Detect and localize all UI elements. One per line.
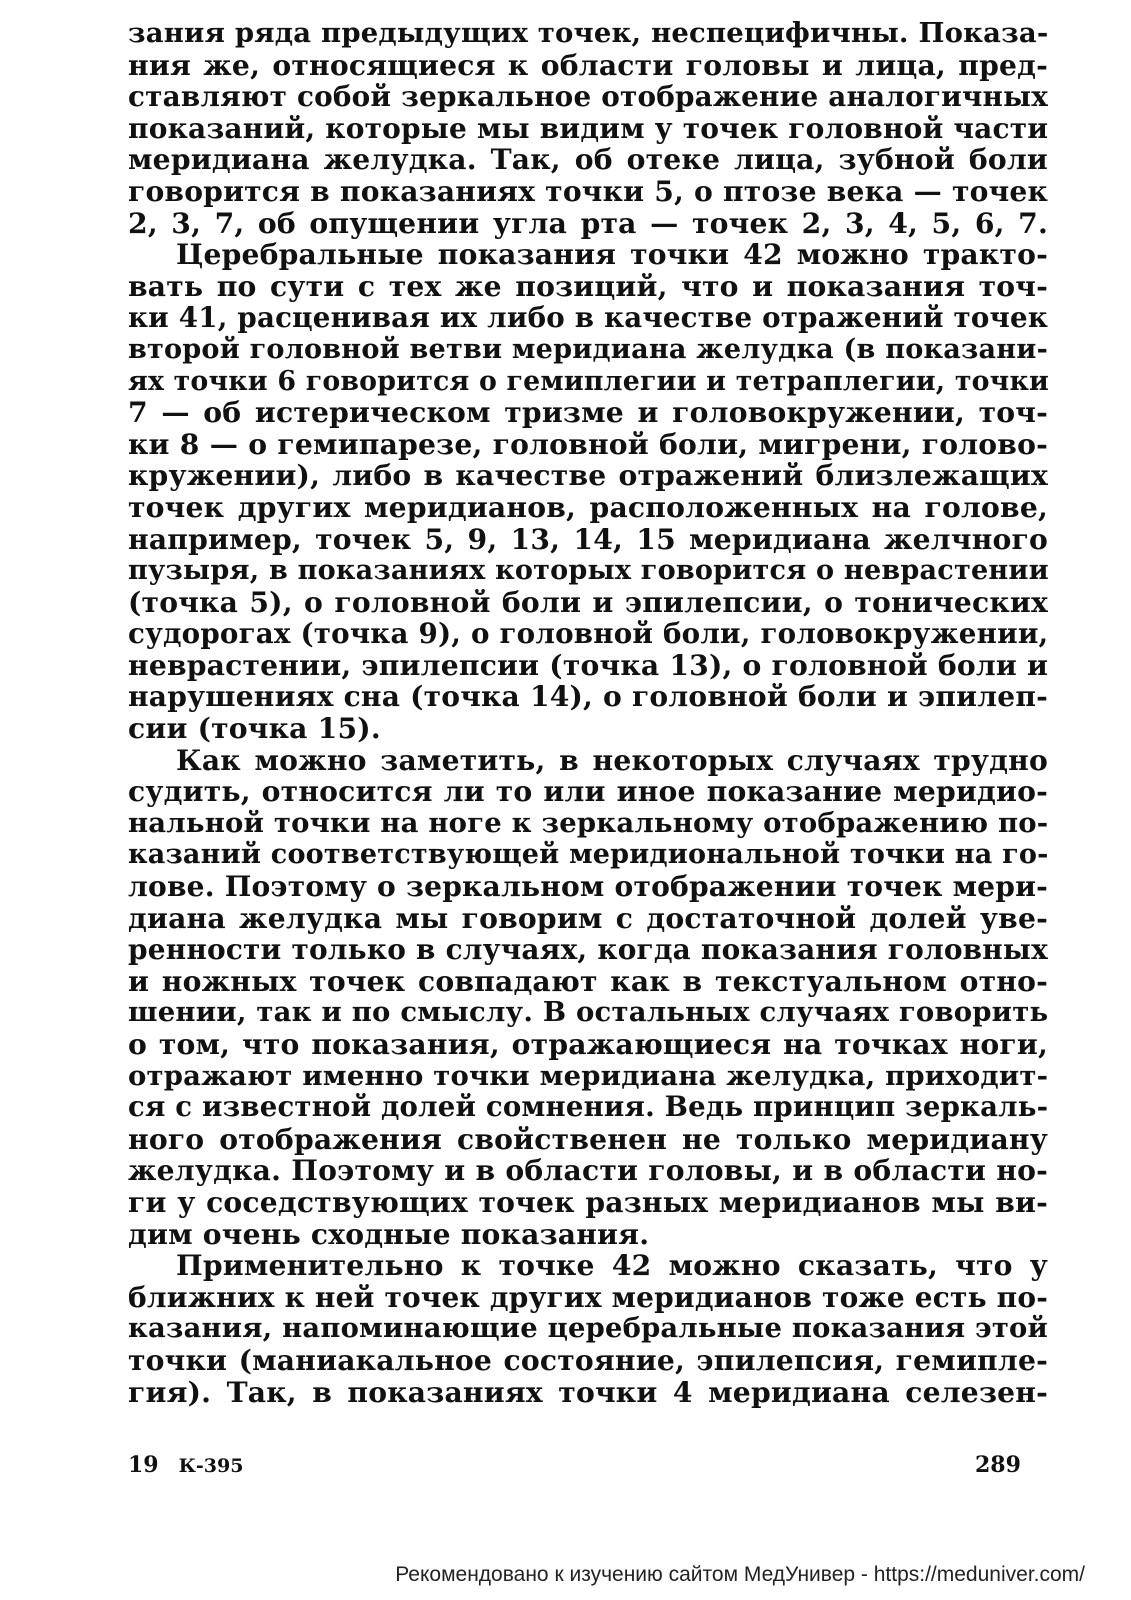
text-line: вать по сути с тех же позиций, что и показания точ- (128, 269, 1048, 303)
text-line: судорогах (точка 9), о головной боли, головокружении, (128, 617, 1049, 651)
text-line: ближних к ней точек других меридианов тоже есть по- (128, 1280, 1049, 1314)
text-line: шении, так и по смыслу. В остальных случаях говорить (128, 996, 1049, 1029)
paragraph-4 (128, 1250, 1048, 1408)
text-line: ях точки 6 говорится о гемиплегии и тетраплегии, точки (128, 365, 1050, 397)
text-line: отражают именно точки меридиана желудка, приходит- (128, 1059, 1049, 1092)
text-line: (точка 5), о головной боли и эпилепсии, о тонических (128, 585, 1048, 619)
text-line: казаний соответствующей меридиональной точки на го- (128, 839, 1049, 871)
text-line: нарушениях сна (точка 14), о головной боли и эпилеп- (128, 680, 1048, 714)
text-line: например, точек 5, 9, 13, 14, 15 меридиана желчного (128, 522, 1048, 556)
text-line: неврастении, эпилепсии (точка 13), о головной боли и (128, 648, 1049, 682)
text-line: ки 8 — о гемипарезе, головной боли, мигрени, голово- (128, 427, 1048, 461)
text-line: судить, относится ли то или иное показание меридио- (128, 775, 1048, 809)
text-line: ставляют собой зеркальное отображение аналогичных (128, 80, 1048, 114)
text-line: лове. Поэтому о зеркальном отображении точек мери- (128, 870, 1048, 904)
text-line: говорится в показаниях точки 5, о птозе века — точек (128, 174, 1049, 208)
text-line: желудка. Поэтому и в области головы, и в области но- (128, 1154, 1048, 1188)
signature-code: К-395 (178, 1455, 244, 1477)
text-line: 7 — об истерическом тризме и головокружении, точ- (128, 396, 1048, 430)
text-line: и ножных точек совпадают как в текстуальном отно- (128, 964, 1048, 998)
text-line: Как можно заметить, в некоторых случаях трудно (176, 743, 1048, 777)
text-line: точек других меридианов, расположенных на голове, (128, 490, 1048, 524)
text-line: второй головной ветви меридиана желудка (в показани- (128, 333, 1049, 365)
paragraph-1 (128, 18, 1048, 239)
text-line: Церебральные показания точки 42 можно тракто- (176, 238, 1048, 272)
text-line: гия). Так, в показаниях точки 4 меридиана селезен- (128, 1375, 1048, 1409)
text-line: 2, 3, 7, об опущении угла рта — точек 2, 3, 4, 5, 6, 7. (128, 206, 1048, 240)
paragraph-3 (128, 745, 1048, 1251)
text-line: ренности только в случаях, когда показания головных (128, 933, 1048, 967)
text-line: меридиана желудка. Так, об отеке лица, зубной боли (128, 143, 1048, 177)
text-line: диана желудка мы говорим с достаточной долей уве- (128, 901, 1048, 935)
text-line: ния же, относящиеся к области головы и лица, пред- (128, 48, 1048, 82)
text-line: ного отображения свойственен не только меридиану (128, 1122, 1048, 1156)
text-line: ги у соседствующих точек разных меридианов мы ви- (128, 1185, 1048, 1219)
text-line: точки (маниакальное состояние, эпилепсия, гемипле- (128, 1343, 1048, 1377)
text-line: кружении), либо в качестве отражений близлежащих (128, 459, 1048, 493)
text-line: ки 41, расценивая их либо в качестве отражений точек (128, 301, 1048, 335)
body-text (128, 18, 1048, 1408)
footer-signature (128, 1452, 243, 1478)
text-line: казания, напоминающие церебральные показания этой (128, 1312, 1048, 1345)
signature-number: 19 (128, 1452, 159, 1478)
text-line: Применительно к точке 42 можно сказать, что у (176, 1249, 1048, 1283)
text-line: пузыря, в показаниях которых говорится о неврастении (128, 555, 1049, 587)
text-line: зания ряда предыдущих точек, неспецифичны. Показа- (128, 17, 1049, 49)
text-line: показаний, которые мы видим у точек головной части (128, 111, 1049, 145)
paragraph-2 (128, 239, 1048, 745)
text-line: сии (точка 15). (128, 712, 381, 746)
text-line: о том, что показания, отражающиеся на точках ноги, (128, 1028, 1048, 1061)
text-line: нальной точки на ноге к зеркальному отображению по- (128, 806, 1049, 839)
watermark-text: Рекомендовано к изучению сайтом МедУнивер - https://meduniver.com/ (395, 1563, 1085, 1586)
page-number: 289 (975, 1452, 1021, 1478)
text-line: ся с известной долей сомнения. Ведь принцип зеркаль- (128, 1091, 1049, 1124)
text-line: дим очень сходные показания. (128, 1217, 650, 1251)
